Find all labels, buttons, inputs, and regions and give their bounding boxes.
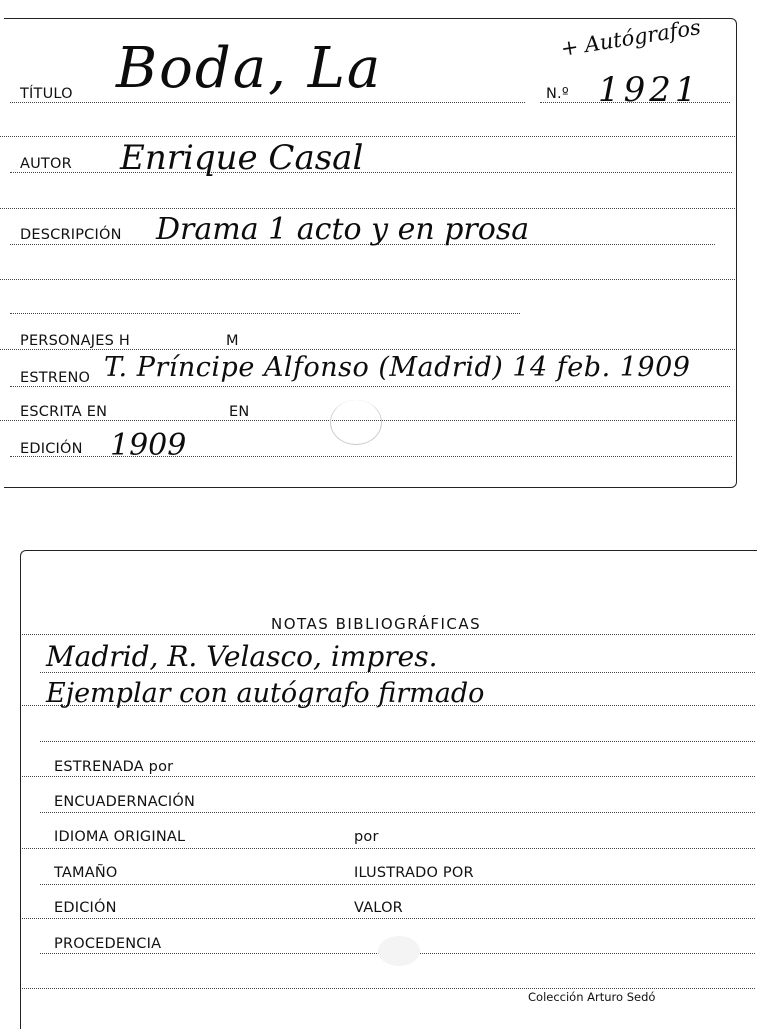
dotted-rule <box>10 313 520 314</box>
descripcion-label: DESCRIPCIÓN <box>20 227 122 243</box>
numero-label: N.º <box>546 86 569 102</box>
dotted-rule <box>22 848 755 849</box>
dotted-rule <box>40 884 755 885</box>
note-line-2: Ejemplar con autógrafo firmado <box>46 678 485 709</box>
por-label: por <box>354 829 379 845</box>
dotted-rule <box>22 634 755 635</box>
valor-label: VALOR <box>354 900 403 916</box>
dotted-rule <box>0 279 735 280</box>
dotted-rule <box>0 349 735 350</box>
encuadernacion-label: ENCUADERNACIÓN <box>54 794 196 810</box>
paper-blot <box>378 936 420 966</box>
dotted-rule <box>10 102 525 103</box>
edicion-bottom-label: EDICIÓN <box>54 900 117 916</box>
note-line-1: Madrid, R. Velasco, impres. <box>46 640 438 673</box>
autor-label: AUTOR <box>20 156 72 172</box>
personajes-m-label: M <box>226 333 239 349</box>
tamano-label: TAMAÑO <box>54 865 118 881</box>
punch-hole-mark <box>330 400 382 445</box>
annotation-autografos: + Autógrafos <box>558 15 703 61</box>
dotted-rule <box>22 918 755 919</box>
escrita-en-en-label: EN <box>229 404 250 420</box>
dotted-rule <box>40 741 755 742</box>
estrenada-por-label: ESTRENADA por <box>54 759 174 775</box>
dotted-rule <box>10 172 732 173</box>
dotted-rule <box>0 208 735 209</box>
notas-heading: NOTAS BIBLIOGRÁFICAS <box>271 615 482 633</box>
idioma-original-label: IDIOMA ORIGINAL <box>54 829 186 845</box>
estreno-label: ESTRENO <box>20 370 91 386</box>
edicion-value: 1909 <box>110 428 187 463</box>
descripcion-value: Drama 1 acto y en prosa <box>156 212 530 247</box>
dotted-rule <box>40 812 755 813</box>
collection-footer: Colección Arturo Sedó <box>528 990 656 1004</box>
ilustrado-por-label: ILUSTRADO POR <box>354 865 474 881</box>
dotted-rule <box>10 386 730 387</box>
personajes-h-label: PERSONAJES H <box>20 333 130 349</box>
titulo-label: TÍTULO <box>20 86 73 102</box>
numero-value: 1921 <box>598 70 701 110</box>
titulo-value: Boda, La <box>116 36 383 101</box>
autor-value: Enrique Casal <box>120 138 364 178</box>
dotted-rule <box>22 988 755 989</box>
edicion-label: EDICIÓN <box>20 441 83 457</box>
procedencia-label: PROCEDENCIA <box>54 936 162 952</box>
estreno-value: T. Príncipe Alfonso (Madrid) 14 feb. 1909 <box>104 352 691 383</box>
dotted-rule <box>0 136 735 137</box>
dotted-rule <box>22 776 755 777</box>
escrita-en-label: ESCRITA EN <box>20 404 108 420</box>
